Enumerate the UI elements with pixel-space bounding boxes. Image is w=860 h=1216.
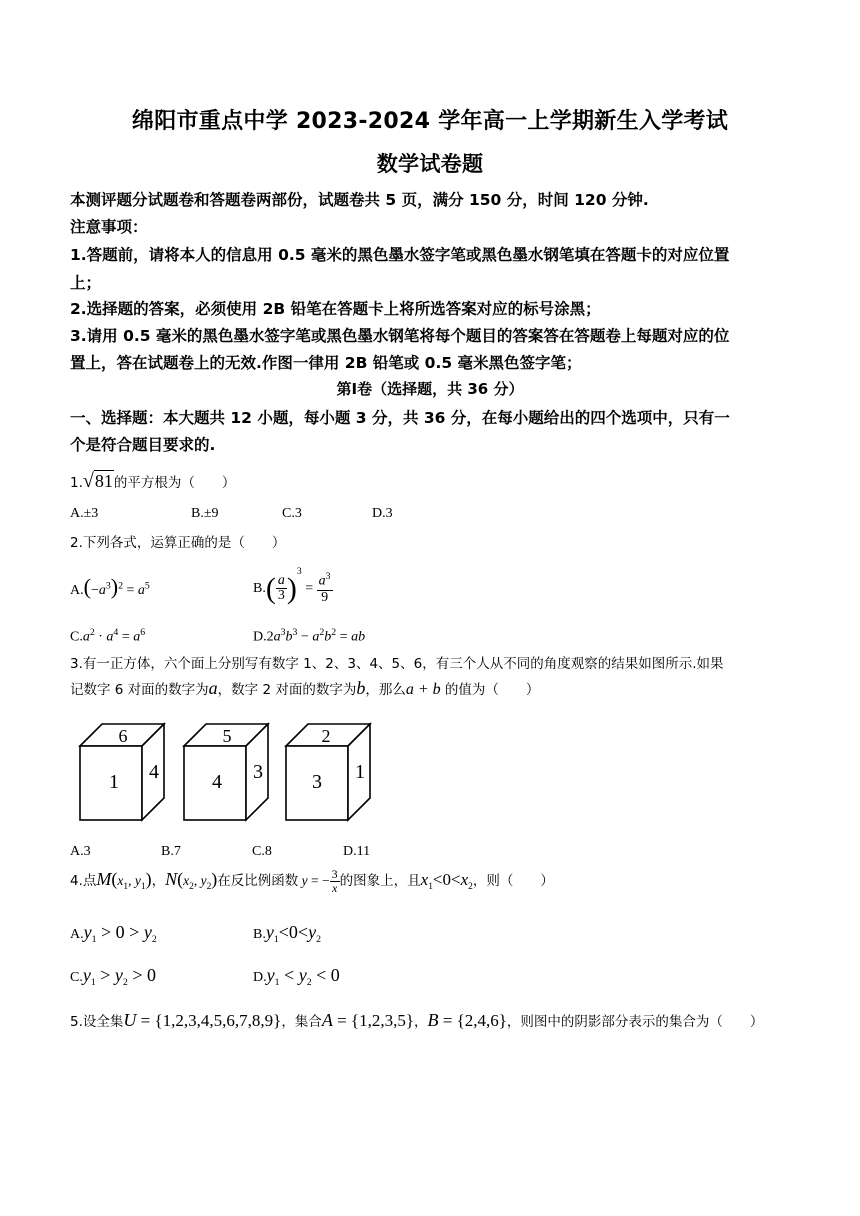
question-1 (70, 470, 235, 493)
q4-option-a-label: A. (70, 927, 84, 942)
fraction: $\frac{a}{3}$ (277, 572, 285, 604)
notice-1b: 上； (70, 274, 102, 292)
q3-option-a: A.3 (70, 844, 91, 859)
q4-option-b: $B.y_1<0<y_2$ (253, 922, 321, 945)
cube-side-number: 3 (253, 761, 263, 783)
q2-option-b: B.( $\frac{a}{3}$ )$^3$ = $\frac{a^3}{9}$ (253, 566, 331, 605)
question-5: 5.设全集U = {1,2,3,4,5,6,7,8,9}，集合A = {1,2,3,5}，B = {2,4,6}，则图中的阴影部分表示的集合为（ ） (70, 1010, 764, 1030)
cube-side-number: 1 (355, 761, 365, 783)
section-heading-a: 一、选择题：本大题共 12 小题，每小题 3 分，共 36 分，在每小题给出的四个选项中，只有一 (70, 409, 730, 427)
question-3-line-b (70, 678, 539, 699)
fraction: $\frac{a^3}{9}$ (318, 571, 331, 605)
notice-3a: 3.请用 0.5 毫米的黑色墨水签字笔或黑色墨水钢笔将每个题目的答案答在答题卷上每题对应的位 (70, 327, 730, 345)
cube-top-number: 6 (118, 726, 128, 746)
expr-a-plus-b: a + b (405, 681, 441, 698)
q4-option-c-label: C. (70, 970, 83, 985)
cube-top-number: 5 (222, 726, 232, 746)
q4-option-c: $C.y_1 > y_2 > 0$ (70, 965, 156, 988)
q2-option-d: $D.2a^3b^3 - a^2b^2$ = ab (253, 627, 366, 645)
sqrt-radicand: 81 (94, 471, 113, 491)
cube-front-number: 4 (212, 771, 222, 793)
question-1-number: 1. (70, 475, 83, 491)
q2-option-c-label: C. (70, 629, 83, 645)
q3-text: 记数字 6 对面的数字为 (70, 682, 209, 698)
notice-title: 注意事项： (70, 218, 148, 236)
q3-text: ，数字 2 对面的数字为 (217, 682, 357, 698)
q1-option-c: C.3 (282, 506, 302, 521)
q2-option-c: $C.a^2 \cdot a^4 = a^6$ (70, 627, 146, 645)
q4-option-a: $A.y_1 > 0 > y_2$ (70, 922, 157, 945)
q5-text: ， (413, 1014, 428, 1030)
q4-text: 在反比例函数 (217, 873, 299, 890)
q2-option-b-label: B. (253, 581, 266, 596)
notice-3b: 置上，答在试题卷上的无效.作图一律用 2B 铅笔或 0.5 毫米黑色签字笔； (70, 354, 582, 372)
q1-option-b: B.±9 (191, 506, 219, 521)
q3-option-d: D.11 (343, 844, 371, 859)
sqrt-sign: √ (82, 470, 94, 492)
page-subtitle: 数学试卷题 (376, 152, 484, 176)
q4-text: 的图象上，且 (339, 873, 421, 890)
q5-text: ，则图中的阴影部分表示的集合为（ ） (506, 1014, 764, 1030)
q3-text: ，那么 (365, 682, 406, 698)
q4-option-b-label: B. (253, 927, 266, 942)
intro-line: 本测评题分试题卷和答题卷两部份，试题卷共 5 页，满分 150 分，时间 120 分钟. (70, 191, 649, 209)
section-heading-b: 个是符合题目要求的. (70, 436, 216, 454)
cube-side-number: 4 (149, 761, 159, 783)
q2-option-a-label: A. (70, 583, 84, 598)
question-1-text: 的平方根为（ ） (113, 475, 236, 491)
q5-text: 5.设全集 (70, 1014, 124, 1030)
q4-option-d: $D.y_1 < y_2 < 0$ (253, 965, 340, 988)
volume-heading: 第Ⅰ卷（选择题，共 36 分） (336, 380, 524, 398)
set-u: {1,2,3,4,5,6,7,8,9} (154, 1011, 282, 1030)
cube-figure-2 (182, 722, 282, 826)
set-a: {1,2,3,5} (350, 1011, 414, 1030)
q4-option-d-label: D. (253, 970, 267, 985)
q5-text: ，集合 (281, 1014, 322, 1030)
q3-text: 的值为（ ） (440, 682, 540, 698)
set-b: {2,4,6} (456, 1011, 507, 1030)
question-4: 4.点$M(x_1$, $y_1$)，$N(x_2$, $y_2$)在反比例函数 y = − $\frac{3}{x}$ 的图象上，且$x_1<0<x_2$，则（ ） (70, 867, 554, 895)
q1-option-d: D.3 (372, 506, 393, 521)
fraction: $\frac{3}{x}$ (331, 867, 338, 895)
page-title: 绵阳市重点中学 2023-2024 学年高一上学期新生入学考试 (131, 109, 729, 134)
cube-front-number: 3 (312, 771, 322, 793)
cube-figure-3 (284, 722, 384, 826)
cube-figure-1 (78, 722, 178, 826)
q4-text: 4.点 (70, 873, 97, 890)
question-2: 2.下列各式，运算正确的是（ ） (70, 535, 286, 551)
q3-option-c: C.8 (252, 844, 272, 859)
q1-option-a: A.±3 (70, 506, 99, 521)
q3-option-b: B.7 (161, 844, 181, 859)
cube-top-number: 2 (321, 726, 331, 746)
var-a: a (208, 678, 218, 698)
notice-1a: 1.答题前，请将本人的信息用 0.5 毫米的黑色墨水签字笔或黑色墨水钢笔填在答题卡的对应位置 (70, 246, 730, 264)
q4-text: ，则（ ） (472, 873, 554, 890)
notice-2: 2.选择题的答案，必须使用 2B 铅笔在答题卡上将所选答案对应的标号涂黑； (70, 300, 601, 318)
var-b: b (356, 678, 366, 698)
q2-option-a: $A.(-a^3)^2 = a^5$ (70, 574, 150, 599)
q2-option-d-label: D. (253, 629, 267, 645)
cube-front-number: 1 (109, 771, 119, 793)
question-3-line-a: 3.有一正方体，六个面上分别写有数字 1、2、3、4、5、6，有三个人从不同的角度观察的结果如图所示.如果 (70, 656, 724, 672)
